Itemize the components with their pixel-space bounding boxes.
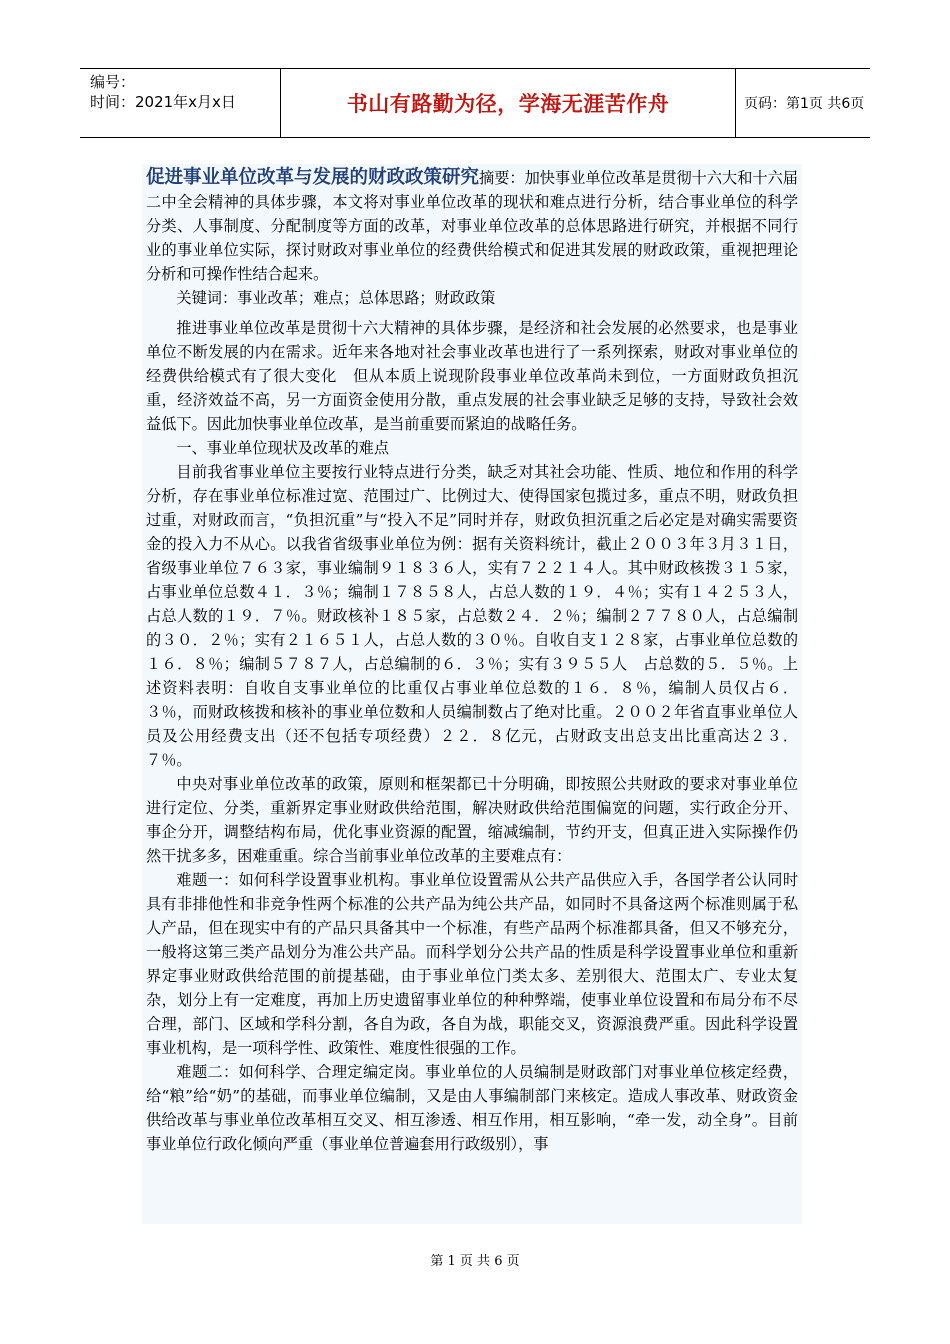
- header-page-info-cell: [736, 69, 870, 137]
- paragraph: 难题二：如何科学、合理定编定岗。事业单位的人员编制是财政部门对事业单位核定经费，给“粮”给“奶”的基础，而事业单位编制，又是由人事编制部门来核定。造成人事改革、财政资金供给改革与事业单位改革相互交叉、相互渗透、相互作用，相互影响，“牵一发，动全身”。目前事业单位行政化倾向严重（事业单位普遍套用行政级别），事: [146, 1063, 798, 1153]
- paragraph: 难题一：如何科学设置事业机构。事业单位设置需从公共产品供应入手，各国学者公认同时具有非排他性和非竞争性两个标准的公共产品为纯公共产品，如同时不具备这两个标准则属于私人产品，但在现实中有的产品只具备其中一个标准，有些产品两个标准都具备，但又不够充分，一般将这第三类产品划分为准公共产品。而科学划分公共产品的性质是科学设置事业单位和重新界定事业财政供给范围的前提基础，由于事业单位门类太多、差别很大、范围太广、专业太复杂，划分上有一定难度，再加上历史遗留事业单位的种种弊端，使事业单位设置和布局分布不尽合理，部门、区域和学科分割，各自为政，各自为战，职能交叉，资源浪费严重。因此科学设置事业机构，是一项科学性、政策性、难度性很强的工作。: [146, 871, 798, 1057]
- paragraph: 推进事业单位改革是贯彻十六大精神的具体步骤，是经济和社会发展的必然要求，也是事业单位不断发展的内在需求。近年来各地对社会事业改革也进行了一系列探索，财政对事业单位的经费供给模式有了很大变化 但从本质上说现阶段事业单位改革尚未到位，一方面财政负担沉重，经济效益不高，另一方面资金使用分散，重点发展的社会事业缺乏足够的支持，导致社会效益低下。因此加快事业单位改革，是当前重要而紧迫的战略任务。: [146, 319, 798, 433]
- article-body: [142, 164, 802, 1224]
- paragraph: 中央对事业单位改革的政策，原则和框架都已十分明确，即按照公共财政的要求对事业单位进行定位、分类，重新界定事业财政供给范围，解决财政供给范围偏宽的问题，实行政企分开、事企分开，调整结构布局，优化事业资源的配置，缩减编制，节约开支，但真正进入实际操作仍然干扰多多，困难重重。综合当前事业单位改革的主要难点有：: [146, 775, 798, 865]
- section-heading: 一、事业单位现状及改革的难点: [176, 439, 390, 457]
- paragraph: 目前我省事业单位主要按行业特点进行分类，缺乏对其社会功能、性质、地位和作用的科学分析，存在事业单位标准过宽、范围过广、比例过大、使得国家包揽过多，重点不明，财政负担过重，对财政而言，“负担沉重”与“投入不足”同时并存，财政负担沉重之后必定是对确实需要资金的投入力不从心。以我省省级事业单位为例：据有关资料统计，截止２００３年３月３１日，省级事业单位７６３家，事业编制９１８３６人，实有７２２１４人。其中财政核拨３１５家，占事业单位总数４１．３％；编制１７８５８人，占总人数的１９．４％；实有１４２５３人，占总人数的１９．７％。财政核补１８５家，占总数２４．２％；编制２７７８０人，占总编制的３０．２％；实有２１６５１人，占总人数的３０％。自收自支１２８家，占事业单位总数的１６．８％；编制５７８７人，占总编制的６．３％；实有３９５５人 占总数的５．５％。上述资料表明：自收自支事业单位的比重仅占事业单位总数的１６．８％，编制人员仅占６．３％，而财政核拨和核补的事业单位数和人员编制数占了绝对比重。２００２年省直事业单位人员及公用经费支出（还不包括专项经费）２２．８亿元，占财政支出总支出比重高达２３．７％。: [146, 463, 798, 769]
- article-intro: [146, 166, 798, 286]
- header-meta: [80, 69, 280, 137]
- document-date: 时间：2021年x月x日: [90, 93, 236, 111]
- header-page-info: 页码：第1页 共6页: [744, 96, 865, 112]
- header-motto-cell: [280, 69, 736, 137]
- page-header: [80, 68, 870, 138]
- page-footer: 第 1 页 共 6 页: [430, 1254, 520, 1269]
- document-number-label: 编号：: [90, 73, 136, 91]
- article-abstract: 摘要：加快事业单位改革是贯彻十六大和十六届二中全会精神的具体步骤，本文将对事业单位改革的现状和难点进行分析，结合事业单位的科学分类、人事制度、分配制度等方面的改革，对事业单位改革的总体思路进行研究，并根据不同行业的事业单位实际，探讨财政对事业单位的经费供给模式和促进其发展的财政政策，重视把理论分析和可操作性结合起来。: [146, 169, 798, 283]
- article-keywords: 关键词：事业改革；难点；总体思路；财政政策: [176, 289, 496, 307]
- header-motto: 书山有路勤为径，学海无涯苦作舟: [346, 92, 670, 116]
- article-title: 促进事业单位改革与发展的财政政策研究: [146, 167, 480, 188]
